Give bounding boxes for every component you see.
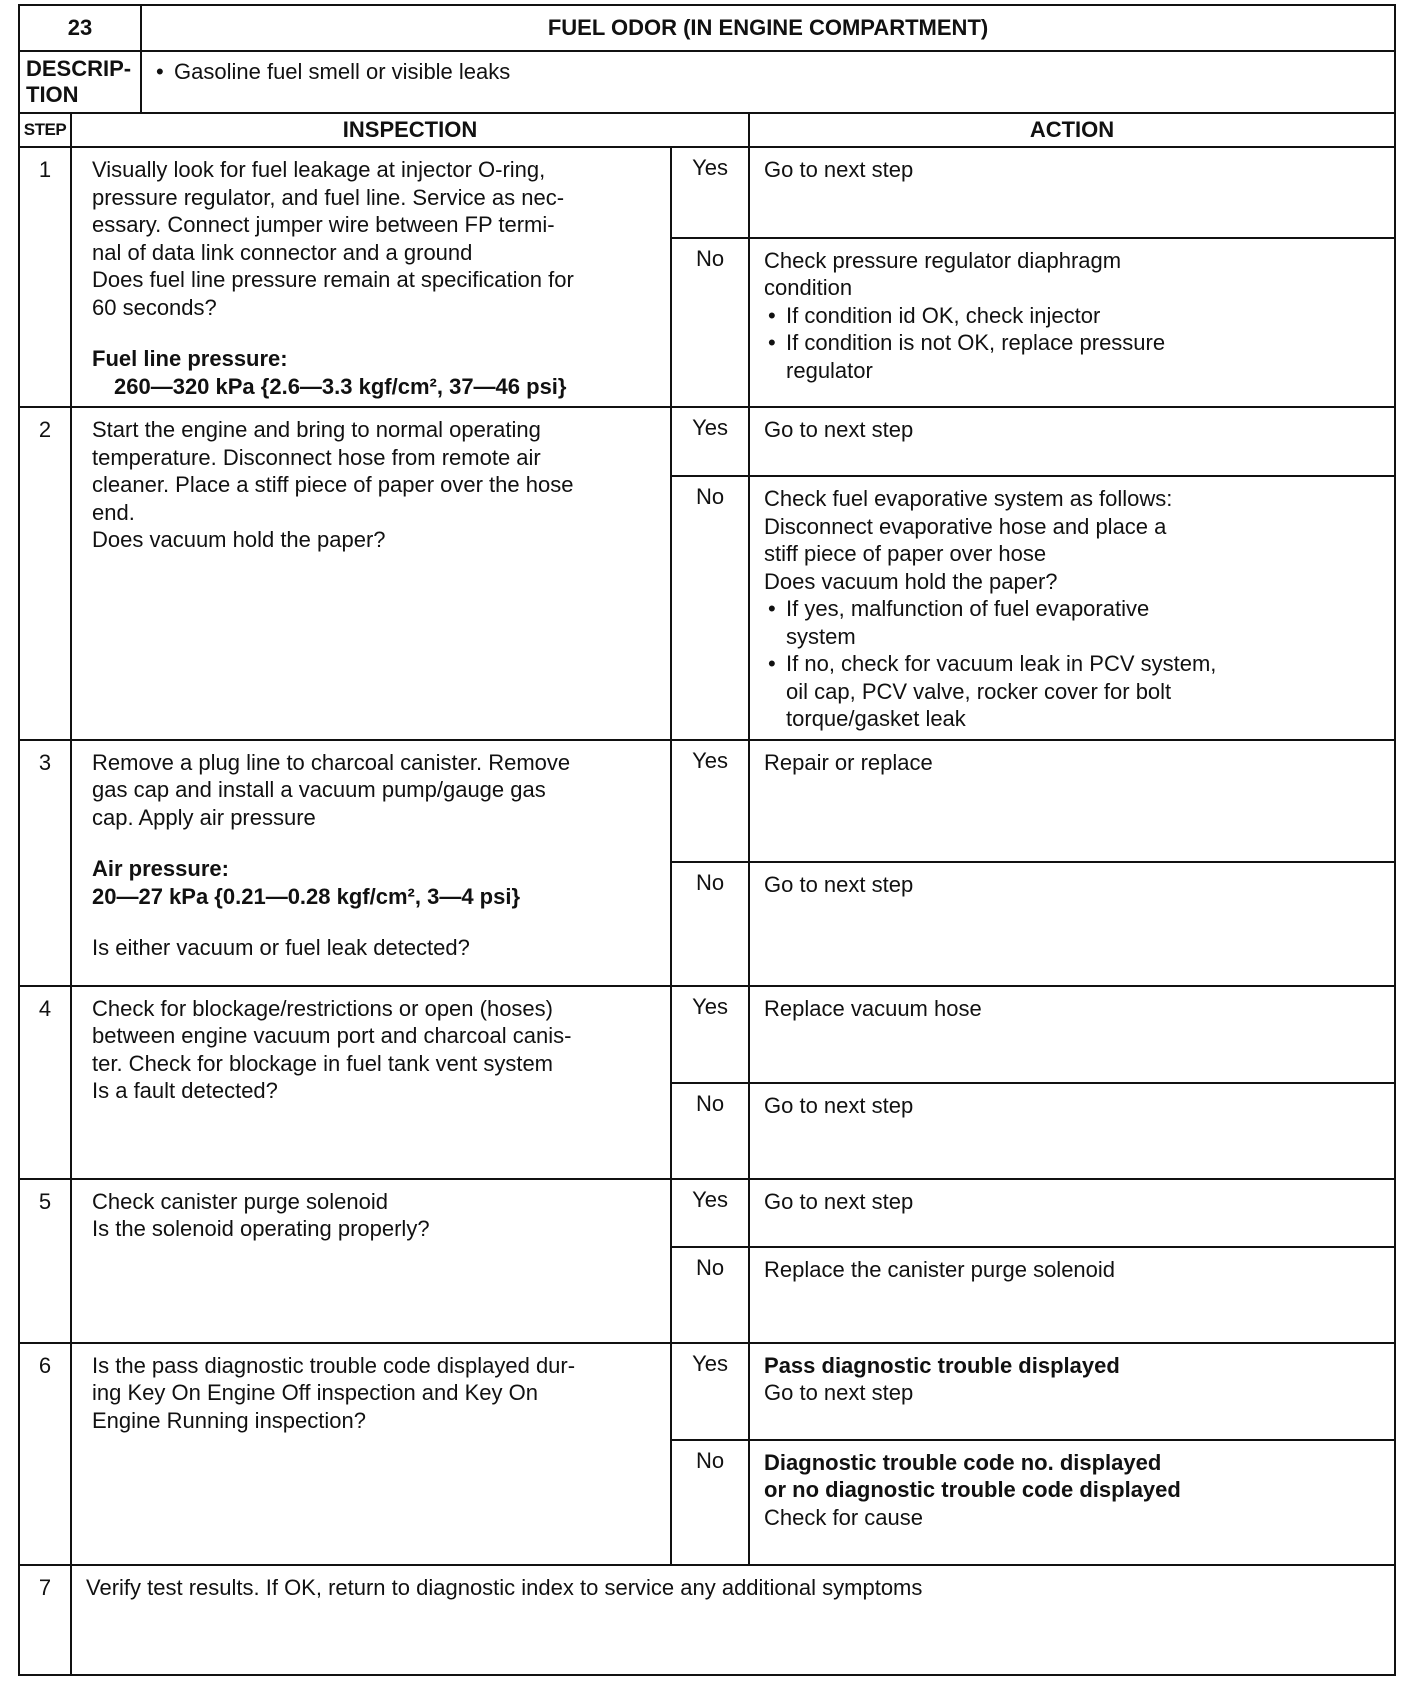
- inspection-line: gas cap and install a vacuum pump/gauge gas: [92, 777, 546, 802]
- description-label: [19, 51, 141, 113]
- yes-label: Yes: [671, 1343, 749, 1440]
- step-5-yes-row: [19, 1179, 1395, 1247]
- action-line: Check for cause: [764, 1504, 923, 1530]
- step-6-yes-row: [19, 1343, 1395, 1440]
- inspection-question: Is either vacuum or fuel leak detected?: [92, 935, 470, 960]
- action-line: Repair or replace: [764, 749, 933, 775]
- spec-value: 260—320 kPa {2.6—3.3 kgf/cm², 37—46 psi}: [114, 373, 567, 399]
- action-bullet: • If no, check for vacuum leak in PCV system, oil cap, PCV valve, rocker cover for bolt torque/gasket leak: [764, 650, 1226, 733]
- inspection-line: cap. Apply air pressure: [92, 804, 316, 830]
- step-5-inspection: [71, 1179, 671, 1343]
- yes-action: [749, 986, 1395, 1083]
- action-line: Go to next step: [764, 1092, 914, 1118]
- final-step-text: Verify test results. If OK, return to diagnostic index to service any additional symptoms: [71, 1565, 1395, 1675]
- inspection-line: between engine vacuum port and charcoal canis-: [92, 1023, 572, 1048]
- description-row: [19, 51, 1395, 113]
- procedure-title: FUEL ODOR (IN ENGINE COMPARTMENT): [141, 5, 1395, 51]
- yes-action: [749, 407, 1395, 476]
- step-number: 2: [19, 407, 71, 740]
- inspection-line: Check for blockage/restrictions or open (hoses): [92, 995, 553, 1021]
- action-column-header: ACTION: [749, 113, 1395, 147]
- diagnostic-table: [18, 4, 1396, 1676]
- step-number: 6: [19, 1343, 71, 1565]
- header-row: [19, 5, 1395, 51]
- step-number: 5: [19, 1179, 71, 1343]
- inspection-line: nal of data link connector and a ground: [92, 239, 473, 265]
- yes-label: Yes: [671, 147, 749, 238]
- action-heading: or no diagnostic trouble code displayed: [764, 1477, 1181, 1502]
- no-label: No: [671, 1247, 749, 1343]
- step-3-yes-row: [19, 740, 1395, 862]
- description-item: • Gasoline fuel smell or visible leaks: [152, 58, 1384, 86]
- step-1-inspection: [71, 147, 671, 407]
- action-line: Go to next step: [764, 1380, 914, 1405]
- action-line: Does vacuum hold the paper?: [764, 568, 1058, 594]
- step-3-inspection: [71, 740, 671, 986]
- inspection-line: ing Key On Engine Off inspection and Key On: [92, 1380, 538, 1405]
- yes-label: Yes: [671, 1179, 749, 1247]
- action-line: Go to next step: [764, 871, 914, 897]
- yes-action: [749, 740, 1395, 862]
- action-line: Replace the canister purge solenoid: [764, 1256, 1116, 1282]
- description-label-text: DESCRIP- TION: [26, 56, 132, 107]
- no-label: No: [671, 476, 749, 740]
- inspection-line: Start the engine and bring to normal operating: [92, 417, 541, 442]
- spec-label: Fuel line pressure:: [92, 346, 288, 371]
- inspection-line: cleaner. Place a stiff piece of paper over the hose: [92, 472, 574, 497]
- step-number: 7: [19, 1565, 71, 1675]
- action-line: stiff piece of paper over hose: [764, 541, 1047, 566]
- no-label: No: [671, 1440, 749, 1565]
- inspection-line: Is a fault detected?: [92, 1078, 278, 1103]
- no-action: [749, 476, 1395, 740]
- yes-label: Yes: [671, 986, 749, 1083]
- column-header-row: [19, 113, 1395, 147]
- action-line: Disconnect evaporative hose and place a: [764, 513, 1167, 539]
- step-7-row: [19, 1565, 1395, 1675]
- action-heading: Pass diagnostic trouble displayed: [764, 1352, 1120, 1378]
- inspection-line: ter. Check for blockage in fuel tank vent system: [92, 1050, 554, 1076]
- inspection-line: Is the pass diagnostic trouble code displayed dur-: [92, 1352, 576, 1378]
- step-6-inspection: [71, 1343, 671, 1565]
- inspection-column-header: INSPECTION: [71, 113, 749, 147]
- inspection-line: Visually look for fuel leakage at injector O-ring,: [92, 157, 546, 182]
- action-heading: Diagnostic trouble code no. displayed: [764, 1449, 1162, 1475]
- spec-label: Air pressure:: [92, 856, 229, 881]
- inspection-line: Is the solenoid operating properly?: [92, 1216, 430, 1241]
- inspection-line: Does fuel line pressure remain at specification for: [92, 267, 574, 292]
- no-action: [749, 1440, 1395, 1565]
- action-bullet: • If yes, malfunction of fuel evaporative system: [764, 595, 1186, 650]
- no-action: [749, 238, 1395, 407]
- procedure-number: 23: [19, 5, 141, 51]
- action-bullet: • If condition id OK, check injector: [764, 302, 1382, 330]
- inspection-line: end.: [92, 499, 135, 525]
- yes-action: [749, 1343, 1395, 1440]
- step-2-yes-row: [19, 407, 1395, 476]
- description-content: [141, 51, 1395, 113]
- inspection-line: Check canister purge solenoid: [92, 1188, 388, 1214]
- no-label: No: [671, 238, 749, 407]
- step-number: 3: [19, 740, 71, 986]
- inspection-line: pressure regulator, and fuel line. Service as nec-: [92, 184, 565, 210]
- action-line: Check pressure regulator diaphragm: [764, 247, 1122, 273]
- no-action: [749, 1083, 1395, 1179]
- inspection-line: 60 seconds?: [92, 294, 217, 320]
- action-bullet: • If condition is not OK, replace pressure regulator: [764, 329, 1196, 384]
- action-line: Check fuel evaporative system as follows:: [764, 486, 1173, 511]
- yes-action: [749, 147, 1395, 238]
- step-1-yes-row: [19, 147, 1395, 238]
- action-line: Go to next step: [764, 1188, 914, 1214]
- spec-value: 20—27 kPa {0.21—0.28 kgf/cm², 3—4 psi}: [92, 883, 521, 909]
- step-4-yes-row: [19, 986, 1395, 1083]
- step-4-inspection: [71, 986, 671, 1179]
- action-line: condition: [764, 275, 853, 301]
- yes-label: Yes: [671, 740, 749, 862]
- step-number: 4: [19, 986, 71, 1179]
- inspection-line: Does vacuum hold the paper?: [92, 527, 386, 552]
- yes-action: [749, 1179, 1395, 1247]
- no-label: No: [671, 1083, 749, 1179]
- inspection-line: Remove a plug line to charcoal canister. Remove: [92, 749, 571, 775]
- yes-label: Yes: [671, 407, 749, 476]
- step-number: 1: [19, 147, 71, 407]
- step-column-header: STEP: [19, 113, 71, 147]
- action-line: Replace vacuum hose: [764, 995, 982, 1021]
- no-label: No: [671, 862, 749, 986]
- step-2-inspection: [71, 407, 671, 740]
- action-line: Go to next step: [764, 157, 914, 182]
- inspection-line: temperature. Disconnect hose from remote air: [92, 444, 541, 470]
- action-line: Go to next step: [764, 417, 914, 442]
- inspection-line: essary. Connect jumper wire between FP termi-: [92, 212, 555, 237]
- no-action: [749, 1247, 1395, 1343]
- no-action: [749, 862, 1395, 986]
- inspection-line: Engine Running inspection?: [92, 1407, 366, 1433]
